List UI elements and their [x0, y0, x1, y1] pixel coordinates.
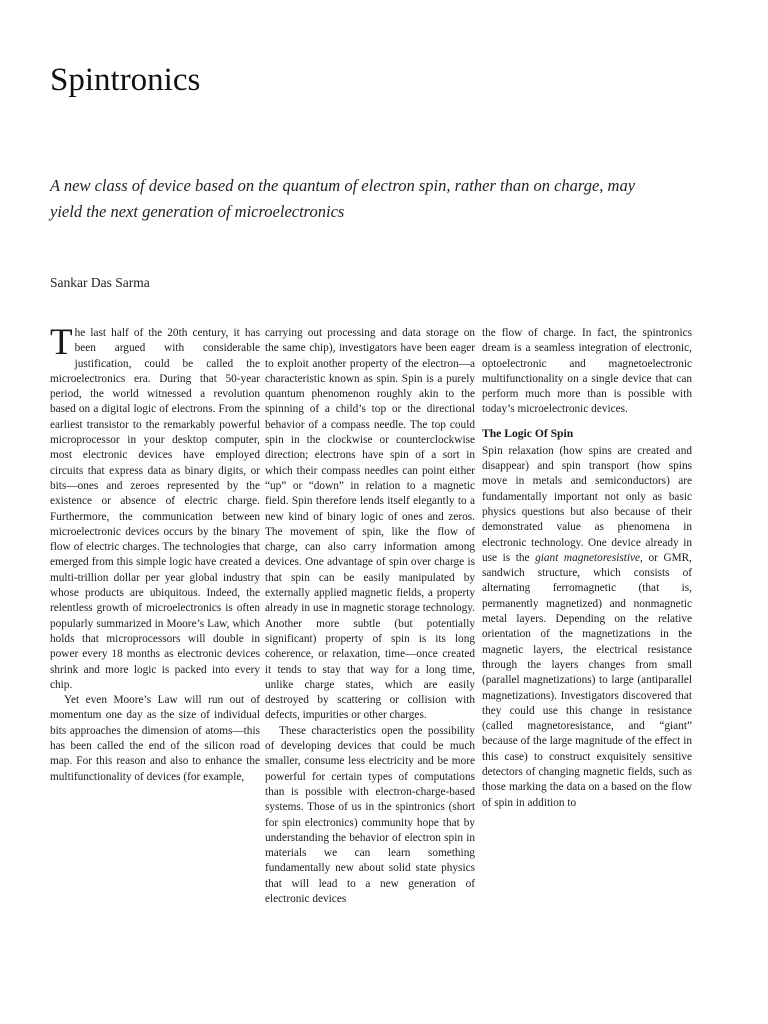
- paragraph-text: or GMR, sandwich structure, which consists of alternating ferromagnetic (that is, permanently magnetized) and nonmagnetic metal layers. Depending on the relative orientation of the magnetizations in the magnetic layers, the electrical resistance through the layers changes from small (parallel magnetizations) to large (antiparallel magnetizations). Investigators discovered that they could use this change in resistance (called magnetoresistance, and “giant” because of the large magnitude of the effect in this case) to construct exquisitely sensitive detectors of changing magnetic fields, such as those marking the data on a based on the flow of spin in addition to: [482, 551, 693, 809]
- section-heading: The Logic Of Spin: [482, 426, 574, 440]
- text-column-3: [482, 326, 692, 811]
- text-column-2: [265, 326, 475, 907]
- drop-cap: T: [50, 322, 73, 363]
- article-author: Sankar Das Sarma: [50, 275, 150, 290]
- text-column-1: [50, 322, 260, 785]
- paragraph: Yet even Moore’s Law will run out of momentum one day as the size of individual bits approaches the dimension of atoms—this has been called the end of the silicon road map. For this reason and also to enhance the multifunctionality of devices (for example,: [50, 694, 260, 783]
- paragraph: carrying out processing and data storage on the same chip), investigators have been eager to exploit another property of the electron—a characteristic known as spin. Spin is a purely quantum phenomenon roughly akin to the spinning of a child’s top or the directional behavior of a compass needle. The top could spin in the clockwise or counterclockwise direction; electrons have spin of a sort in which their compass needles can point either “up” or “down” in relation to a magnetic field. Spin therefore lends itself elegantly to a new kind of binary logic of ones and zeros. The movement of spin, like the flow of charge, can also carry information among devices. One advantage of spin over charge is that spin can be easily manipulated by externally applied magnetic fields, a property already in use in magnetic storage technology. Another more subtle (but potentially significant) property of spin is its long coherence, or relaxation, time—once created it tends to stay that way for a long time, unlike charge states, which are easily destroyed by scattering or collision with defects, impurities or other charges.: [265, 327, 475, 722]
- paragraph: [482, 444, 692, 811]
- paragraph: [50, 322, 260, 693]
- paragraph: the flow of charge. In fact, the spintronics dream is a seamless integration of electronic, optoelectronic and magnetoelectronic multifunctionality on a single device that can perform much more than is possible with today’s microelectronic devices.: [482, 327, 692, 416]
- article-subtitle: A new class of device based on the quantum of electron spin, rather than on charge, may yield the next generation of microelectronics: [50, 176, 636, 221]
- emphasis-term: giant magnetoresistive,: [535, 551, 643, 564]
- paragraph-text: he last half of the 20th century, it has been argued with considerable justification, could be called the microelectronics era. During that 50-year period, the world witnessed a revolution based on a digital logic of electrons. From the earliest transistor to the remarkably powerful microprocessor in your desktop computer, most electronic devices have employed circuits that express data as binary digits, or bits—ones and zeroes represented by the existence or absence of electric charge. Furthermore, the communication between microelectronic devices occurs by the binary flow of electric charges. The technologies that emerged from this simple logic have created a multi-trillion dollar per year global industry whose products are ubiquitous. Indeed, the relentless growth of microelectronics is often popularly summarized in Moore’s Law, which holds that microprocessors will double in power every 18 months as electronic devices shrink and more logic is packed into every chip.: [50, 327, 260, 691]
- paragraph: These characteristics open the possibility of developing devices that could be much smaller, consume less electricity and be more powerful for certain types of computations than is possible with electron-charge-based systems. Those of us in the spintronics (short for spin electronics) community hope that by understanding the behavior of electron spin in materials we can learn something fundamentally new about solid state physics that will lead to a new generation of electronic devices: [265, 724, 475, 905]
- article-title: Spintronics: [50, 62, 201, 98]
- paragraph-text: Spin relaxation (how spins are created and disappear) and spin transport (how spins move in metals and semiconductors) are fundamentally important not only as basic physics questions but also because of their demonstrated value as phenomena in electronic technology. One device already in use is the: [482, 444, 692, 564]
